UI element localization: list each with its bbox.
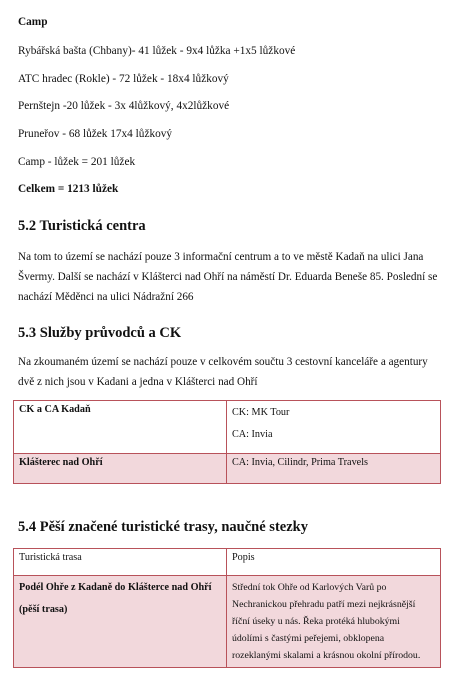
cell-line: CK: MK Tour	[232, 407, 290, 418]
table-cell: Klášterec nad Ohří	[19, 457, 103, 468]
cell-line: Nechranickou přehradu patří mezi nejkrásnější	[232, 599, 416, 610]
cell-line: rozeklanými skalami a krásnou okolní přírodou.	[232, 650, 421, 661]
camp-line: Pernštejn -20 lůžek - 3x 4lůžkový, 4x2lůžkové	[18, 100, 230, 112]
section-5-2-paragraph	[18, 247, 437, 307]
table-cell: CK a CA Kadaň	[19, 404, 91, 415]
paragraph-line: nachází Měděnci na ulici Nádražní 266	[18, 291, 194, 303]
hiking-trails-table	[13, 548, 441, 668]
camp-line: Rybářská bašta (Chbany)- 41 lůžek - 9x4 lůžka +1x5 lůžkové	[18, 45, 296, 57]
table-cell	[227, 401, 440, 449]
paragraph-line: Na tom to území se nachází pouze 3 informační centrum a to ve městě Kadaň na ulici Jana	[18, 251, 424, 263]
paragraph-line: dvě z nich jsou v Kadani a jedna v Klášterci nad Ohří	[18, 376, 258, 388]
table-header: Turistická trasa	[19, 552, 82, 563]
table-cell	[14, 576, 226, 624]
section-5-3-paragraph	[18, 352, 428, 392]
camp-heading: Camp	[18, 16, 48, 28]
paragraph-line: Švermy. Další se nachází v Klášterci nad Ohří na náměstí Dr. Eduarda Beneše 85. Poslední se	[18, 271, 438, 283]
cell-line: CA: Invia	[232, 429, 273, 440]
cell-line: (pěší trasa)	[19, 604, 68, 615]
table-cell	[227, 576, 440, 667]
paragraph-line: Na zkoumaném území se nachází pouze v celkovém součtu 3 cestovní kanceláře a agentury	[18, 356, 428, 368]
section-heading-5-4: 5.4 Pěší značené turistické trasy, naučné stezky	[18, 519, 308, 535]
camp-total: Celkem = 1213 lůžek	[18, 183, 119, 195]
section-heading-5-3: 5.3 Služby průvodců a CK	[18, 325, 182, 341]
cell-line: Podél Ohře z Kadaně do Klášterce nad Ohří	[19, 582, 212, 593]
cell-line: Střední tok Ohře od Karlových Varů po	[232, 582, 387, 593]
section-heading-5-2: 5.2 Turistická centra	[18, 218, 146, 234]
camp-line: ATC hradec (Rokle) - 72 lůžek - 18x4 lůžkový	[18, 73, 229, 85]
cell-line: říční úseky u nás. Řeka protéká hlubokými	[232, 616, 400, 627]
camp-line: Camp - lůžek = 201 lůžek	[18, 156, 136, 168]
travel-agencies-table	[13, 400, 441, 484]
camp-line: Pruneřov - 68 lůžek 17x4 lůžkový	[18, 128, 173, 140]
table-cell: CA: Invia, Cilindr, Prima Travels	[232, 457, 368, 468]
table-header: Popis	[232, 552, 255, 563]
cell-line: údolími s častými peřejemi, obklopena	[232, 633, 385, 644]
